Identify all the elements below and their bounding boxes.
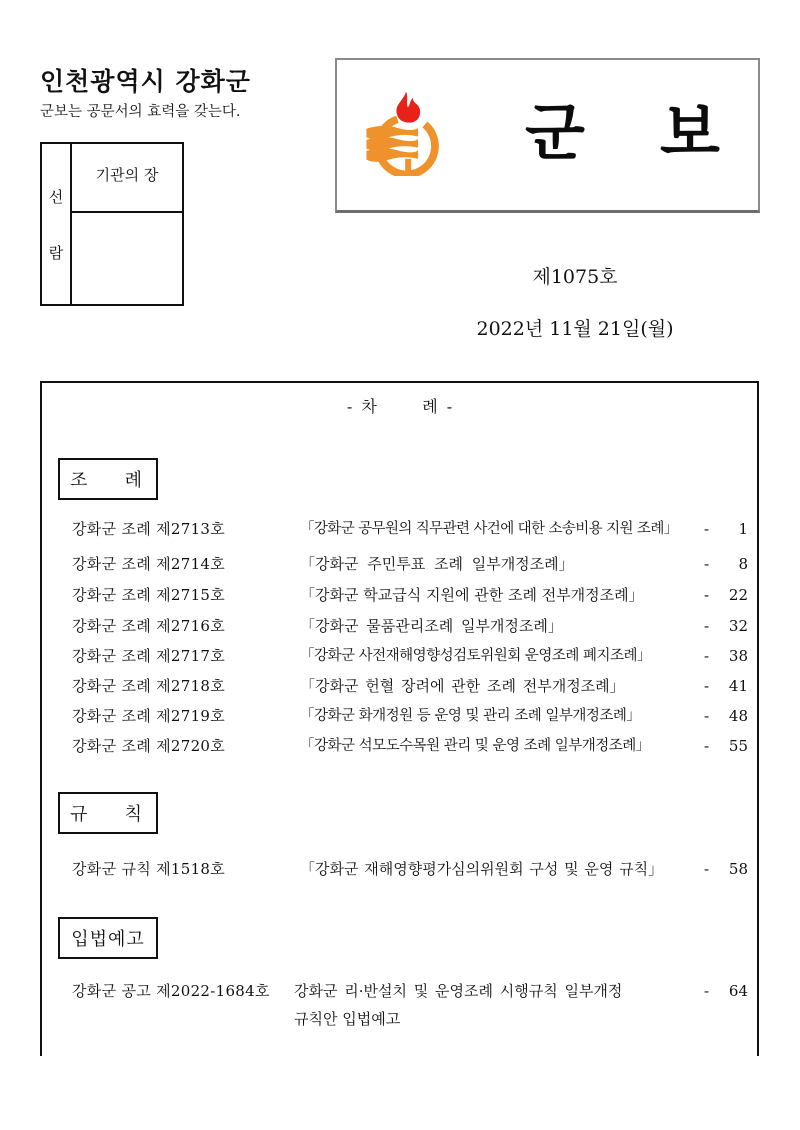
entry-code: 강화군 공고 제2022-1684호: [72, 982, 270, 1000]
ganghwa-county-emblem-icon: [363, 90, 449, 176]
toc-entry[interactable]: [72, 704, 748, 728]
entry-code: 강화군 조례 제2717호: [72, 647, 226, 665]
toc-entry[interactable]: [72, 644, 748, 668]
entry-code: 강화군 조례 제2714호: [72, 555, 226, 573]
approval-side-column: [42, 144, 72, 304]
entry-code: 강화군 조례 제2713호: [72, 520, 226, 538]
entry-dash: -: [704, 617, 710, 635]
entry-title: 「강화군 학교급식 지원에 관한 조례 전부개정조례」: [300, 586, 644, 604]
gazette-subtitle: 군보는 공문서의 효력을 갖는다.: [40, 104, 241, 120]
toc-entry[interactable]: [72, 583, 748, 607]
issue-date: 2022년 11월 21일(월): [476, 318, 674, 340]
entry-page: 22: [728, 586, 748, 604]
toc-entry[interactable]: [72, 517, 748, 541]
approval-box: [40, 142, 184, 306]
entry-title: 「강화군 재해영향평가심의위원회 구성 및 운영 규칙」: [300, 860, 664, 878]
entry-title: 「강화군 주민투표 조례 일부개정조례」: [300, 555, 574, 573]
section-label-a: 조: [70, 470, 88, 491]
entry-code: 강화군 규칙 제1518호: [72, 860, 226, 878]
approval-side-label-bottom: 람: [48, 244, 64, 262]
entry-page: 8: [738, 555, 748, 573]
entry-dash: -: [704, 860, 710, 878]
entry-page: 32: [728, 617, 748, 635]
entry-page: 64: [728, 982, 748, 1000]
entry-title: 「강화군 화개정원 등 운영 및 관리 조례 일부개정조례」: [300, 708, 641, 724]
toc-entry[interactable]: [72, 552, 748, 576]
entry-page: 55: [728, 737, 748, 755]
entry-title: 「강화군 헌혈 장려에 관한 조례 전부개정조례」: [300, 677, 625, 695]
entry-dash: -: [704, 586, 710, 604]
entry-page: 48: [728, 707, 748, 725]
approval-signature-cell: [72, 213, 182, 304]
section-heading-rules: [58, 792, 158, 834]
section-label-b: 례: [124, 470, 142, 491]
entry-code: 강화군 조례 제2716호: [72, 617, 226, 635]
entry-page: 58: [728, 860, 748, 878]
section-label-a: 규: [70, 804, 88, 825]
banner-word-bo: 보: [660, 96, 720, 169]
entry-page: 41: [728, 677, 748, 695]
entry-title-line2: 규칙안 입법예고: [294, 1010, 401, 1028]
entry-code: 강화군 조례 제2718호: [72, 677, 226, 695]
entry-dash: -: [704, 520, 710, 538]
entry-title: 「강화군 공무원의 직무관련 사건에 대한 소송비용 지원 조례」: [300, 521, 678, 537]
entry-code: 강화군 조례 제2719호: [72, 707, 226, 725]
entry-dash: -: [704, 647, 710, 665]
entry-code: 강화군 조례 제2720호: [72, 737, 226, 755]
section-heading-legislative-notice: [58, 917, 158, 959]
approval-head-label: 기관의 장: [72, 144, 182, 213]
gazette-banner: [335, 58, 760, 213]
org-name: 인천광역시 강화군: [40, 67, 251, 96]
entry-dash: -: [704, 677, 710, 695]
toc-entry[interactable]: [72, 979, 748, 1031]
issue-number: 제1075호: [532, 266, 618, 288]
approval-side-label-top: 선: [48, 188, 64, 206]
section-label-b: 칙: [124, 804, 142, 825]
section-label: 입법예고: [71, 929, 145, 950]
entry-dash: -: [704, 982, 710, 1000]
entry-page: 1: [738, 520, 748, 538]
toc-entry[interactable]: [72, 734, 748, 758]
entry-title: 「강화군 물품관리조례 일부개정조례」: [300, 617, 563, 635]
entry-page: 38: [728, 647, 748, 665]
entry-title: 강화군 리·반설치 및 운영조례 시행규칙 일부개정: [294, 982, 623, 1000]
entry-code: 강화군 조례 제2715호: [72, 586, 226, 604]
entry-dash: -: [704, 555, 710, 573]
entry-dash: -: [704, 707, 710, 725]
toc-entry[interactable]: [72, 674, 748, 698]
entry-title: 「강화군 사전재해영향성검토위원회 운영조례 폐지조례」: [300, 648, 651, 664]
toc-title: - 차 례 -: [346, 397, 453, 416]
toc-entry[interactable]: [72, 614, 748, 638]
section-heading-ordinances: [58, 458, 158, 500]
entry-dash: -: [704, 737, 710, 755]
toc-entry[interactable]: [72, 857, 748, 881]
banner-word-gun: 군: [525, 96, 585, 169]
entry-title: 「강화군 석모도수목원 관리 및 운영 조례 일부개정조례」: [300, 738, 650, 754]
